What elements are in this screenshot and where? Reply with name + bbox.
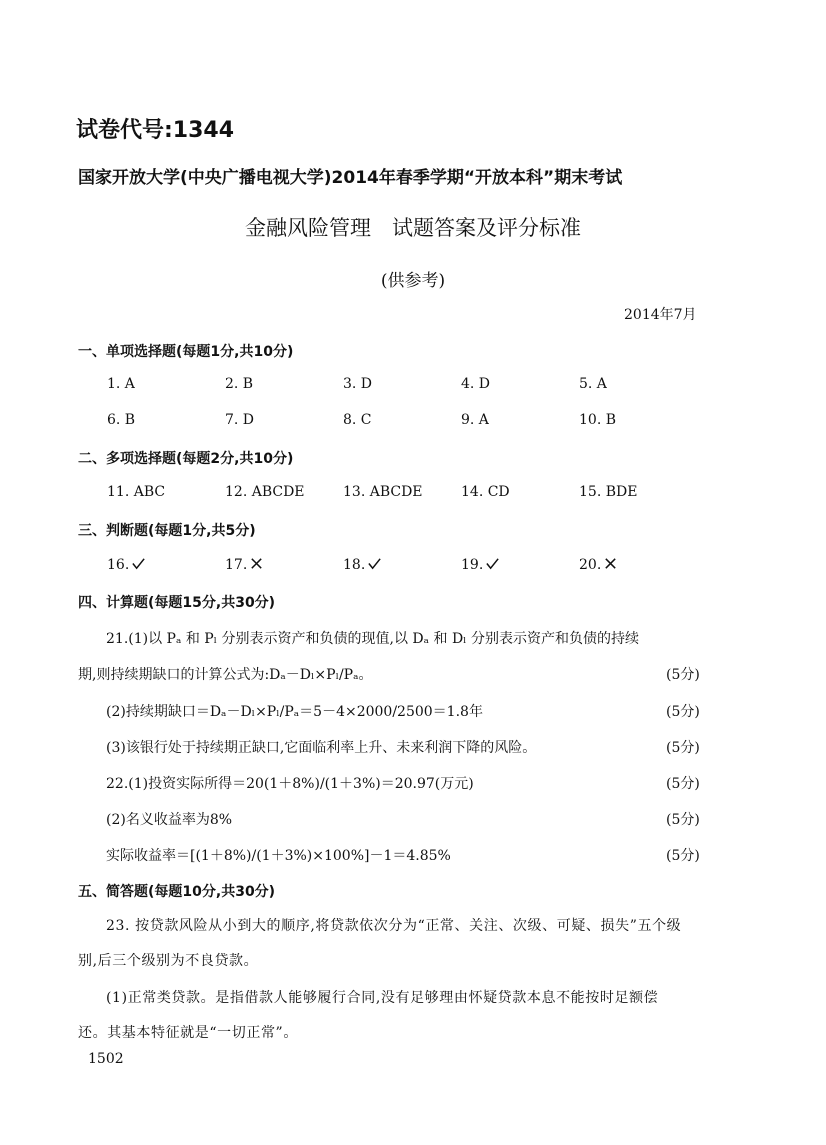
section-heading-multiple-choice: 二、多项选择题(每题2分,共10分) [78,451,294,467]
cross-icon [249,556,264,571]
answer-item: 5. A [579,376,607,392]
answer-item: 14. CD [461,484,510,500]
answer-item: 1. A [107,376,135,392]
answer-item: 3. D [343,376,373,392]
answer-item: 7. D [225,412,255,428]
calc-line: 实际收益率＝[(1＋8%)/(1＋3%)×100%]－1＝4.85% [106,848,451,864]
answer-item: 12. ABCDE [225,484,305,500]
answer-number: 18. [343,557,366,573]
answers-row [0,376,826,398]
answer-item: 10. B [579,412,617,428]
answer-number: 19. [461,557,484,573]
paragraph-line: 还。其基本特征就是“一切正常”。 [78,1025,298,1041]
answer-item: 4. D [461,376,491,392]
exam-date: 2014年7月 [624,307,697,323]
paragraph-line: 23. 按贷款风险从小到大的顺序,将贷款依次分为“正常、关注、次级、可疑、损失”五个级 [106,918,682,934]
answer-item: 15. BDE [579,484,638,500]
calc-line: 期,则持续期缺口的计算公式为:Dₐ－Dₗ×Pₗ/Pₐ。 [78,667,373,683]
page-number: 1502 [88,1051,124,1067]
answer-item: 9. A [461,412,489,428]
answer-item [461,556,500,573]
points-label: (5分) [666,667,700,683]
exam-code: 试卷代号:1344 [76,118,235,143]
check-icon [131,556,146,571]
answers-row [0,484,826,506]
answer-item [225,556,264,573]
answer-item: 2. B [225,376,254,392]
cross-icon [603,556,618,571]
points-label: (5分) [666,776,700,792]
paragraph-line: (1)正常类贷款。是指借款人能够履行合同,没有足够理由怀疑贷款本息不能按时足额偿 [106,990,659,1006]
section-heading-calculation: 四、计算题(每题15分,共30分) [78,595,276,611]
answer-item [107,556,146,573]
check-icon [485,556,500,571]
points-label: (5分) [666,812,700,828]
calc-line: (2)持续期缺口＝Dₐ－Dₗ×Pₗ/Pₐ＝5－4×2000/2500＝1.8年 [106,704,483,720]
course-title: 金融风险管理 试题答案及评分标准 [245,216,581,240]
answers-row [0,556,826,578]
answer-number: 17. [225,557,248,573]
answer-number: 16. [107,557,130,573]
paragraph-line: 别,后三个级别为不良贷款。 [78,953,259,969]
calc-line: 22.(1)投资实际所得＝20(1＋8%)/(1＋3%)＝20.97(万元) [106,776,474,792]
calc-line: 21.(1)以 Pₐ 和 Pₗ 分别表示资产和负债的现值,以 Dₐ 和 Dₗ 分别表示资产和负债的持续 [106,631,640,647]
exam-title: 国家开放大学(中央广播电视大学)2014年春季学期“开放本科”期末考试 [78,168,623,188]
section-heading-short-answer: 五、简答题(每题10分,共30分) [78,884,276,900]
answer-item [579,556,618,573]
points-label: (5分) [666,704,700,720]
points-label: (5分) [666,848,700,864]
calc-line: (3)该银行处于持续期正缺口,它面临利率上升、未来利润下降的风险。 [106,740,537,756]
answers-row [0,412,826,434]
check-icon [367,556,382,571]
section-heading-true-false: 三、判断题(每题1分,共5分) [78,523,256,539]
answer-item: 8. C [343,412,372,428]
calc-line: (2)名义收益率为8% [106,812,233,828]
reference-note: (供参考) [380,271,446,291]
answer-item: 6. B [107,412,136,428]
points-label: (5分) [666,740,700,756]
answer-item: 11. ABC [107,484,166,500]
answer-item [343,556,382,573]
answer-number: 20. [579,557,602,573]
answer-item: 13. ABCDE [343,484,423,500]
section-heading-single-choice: 一、单项选择题(每题1分,共10分) [78,344,294,360]
